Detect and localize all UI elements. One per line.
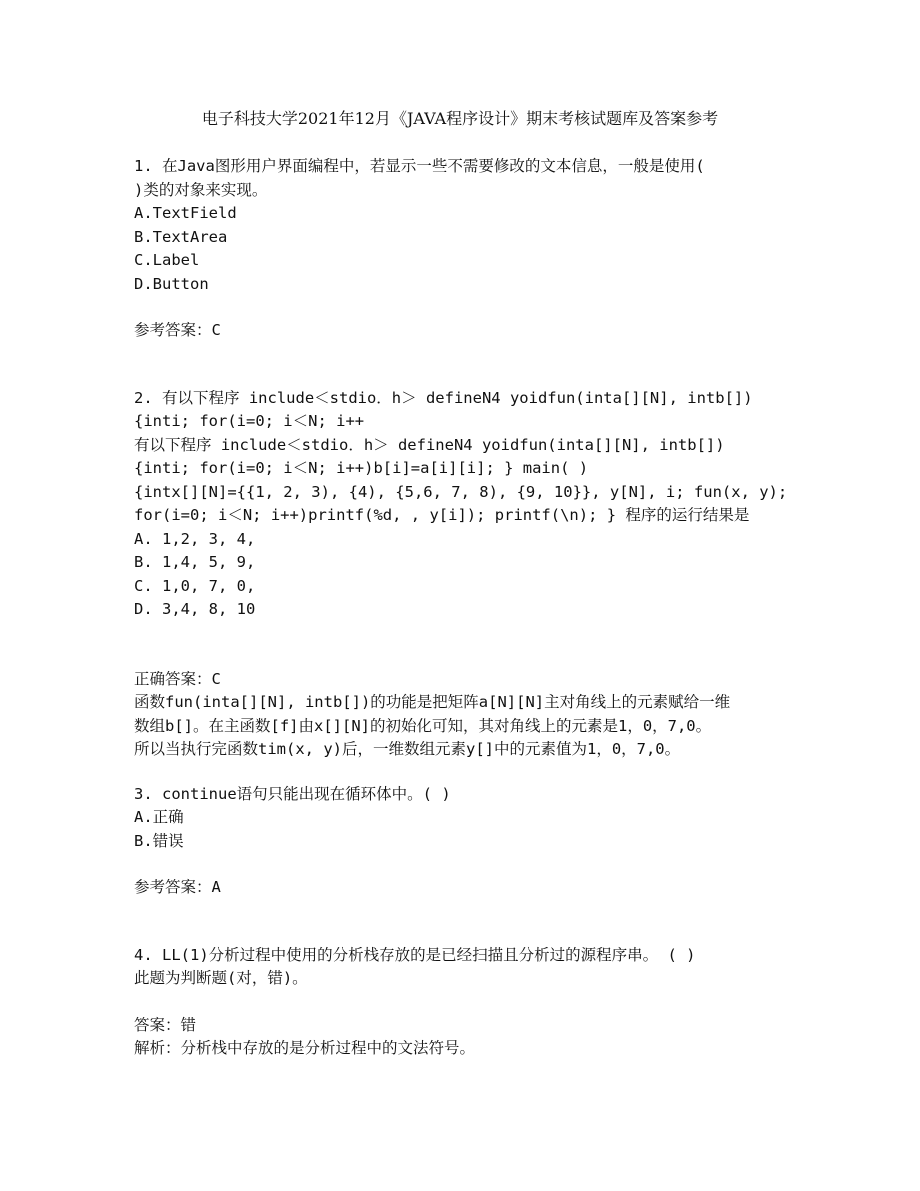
q2-stem-line-1: 2. 有以下程序 include＜stdio．h＞ defineN4 yoidfun(inta[][N], intb[]) bbox=[134, 389, 753, 407]
q2-explanation-line-2: 数组b[]。在主函数[f]由x[][N]的初始化可知，其对角线上的元素是1，0，7,0。 bbox=[134, 717, 712, 735]
q4-explanation-line-1: 解析：分析栈中存放的是分析过程中的文法符号。 bbox=[134, 1039, 476, 1057]
q2-explanation-line-3: 所以当执行完函数tim(x, y)后，一维数组元素y[]中的元素值为1，0，7,0。 bbox=[134, 740, 681, 758]
q4-stem-line-1: 4. LL(1)分析过程中使用的分析栈存放的是已经扫描且分析过的源程序串。 ( ) bbox=[134, 946, 696, 964]
q1-stem-line-1: 1. 在Java图形用户界面编程中，若显示一些不需要修改的文本信息，一般是使用( bbox=[134, 157, 705, 175]
q2-option-c: C. 1,0, 7, 0, bbox=[134, 577, 256, 595]
q2-stem-line-6: for(i=0; i＜N; i++)printf(%d, , y[i]); printf(\n); } 程序的运行结果是 bbox=[134, 506, 750, 524]
q2-answer: 正确答案：C bbox=[134, 670, 221, 688]
q4-answer: 答案：错 bbox=[134, 1016, 197, 1034]
q1-option-d: D.Button bbox=[134, 275, 209, 293]
q3-answer: 参考答案：A bbox=[134, 878, 221, 896]
q2-stem-line-2: {inti; for(i=0; i＜N; i++ bbox=[134, 412, 365, 430]
q3-option-a: A.正确 bbox=[134, 808, 184, 826]
q2-option-b: B. 1,4, 5, 9, bbox=[134, 553, 256, 571]
q1-answer: 参考答案：C bbox=[134, 321, 221, 339]
q1-option-c: C.Label bbox=[134, 251, 200, 269]
q2-stem-line-4: {inti; for(i=0; i＜N; i++)b[i]=a[i][i]; } main( ) bbox=[134, 459, 589, 477]
q1-stem-line-2: )类的对象来实现。 bbox=[134, 181, 268, 199]
q2-option-a: A. 1,2, 3, 4, bbox=[134, 530, 256, 548]
q1-option-b: B.TextArea bbox=[134, 228, 228, 246]
q2-stem-line-5: {intx[][N]={{1, 2, 3), {4), {5,6, 7, 8), {9, 10}}, y[N], i; fun(x, y); bbox=[134, 483, 788, 501]
q2-option-d: D. 3,4, 8, 10 bbox=[134, 600, 256, 618]
document-title: 电子科技大学2021年12月《JAVA程序设计》期末考核试题库及答案参考 bbox=[201, 109, 719, 128]
q2-explanation-line-1: 函数fun(inta[][N], intb[])的功能是把矩阵a[N][N]主对角线上的元素赋给一维 bbox=[134, 693, 731, 711]
q2-stem-line-3: 有以下程序 include＜stdio．h＞ defineN4 yoidfun(inta[][N], intb[]) bbox=[134, 436, 725, 454]
q3-stem-line-1: 3. continue语句只能出现在循环体中。( ) bbox=[134, 785, 451, 803]
q1-option-a: A.TextField bbox=[134, 204, 237, 222]
q4-stem-line-2: 此题为判断题(对，错)。 bbox=[134, 969, 308, 987]
q3-option-b: B.错误 bbox=[134, 832, 184, 850]
